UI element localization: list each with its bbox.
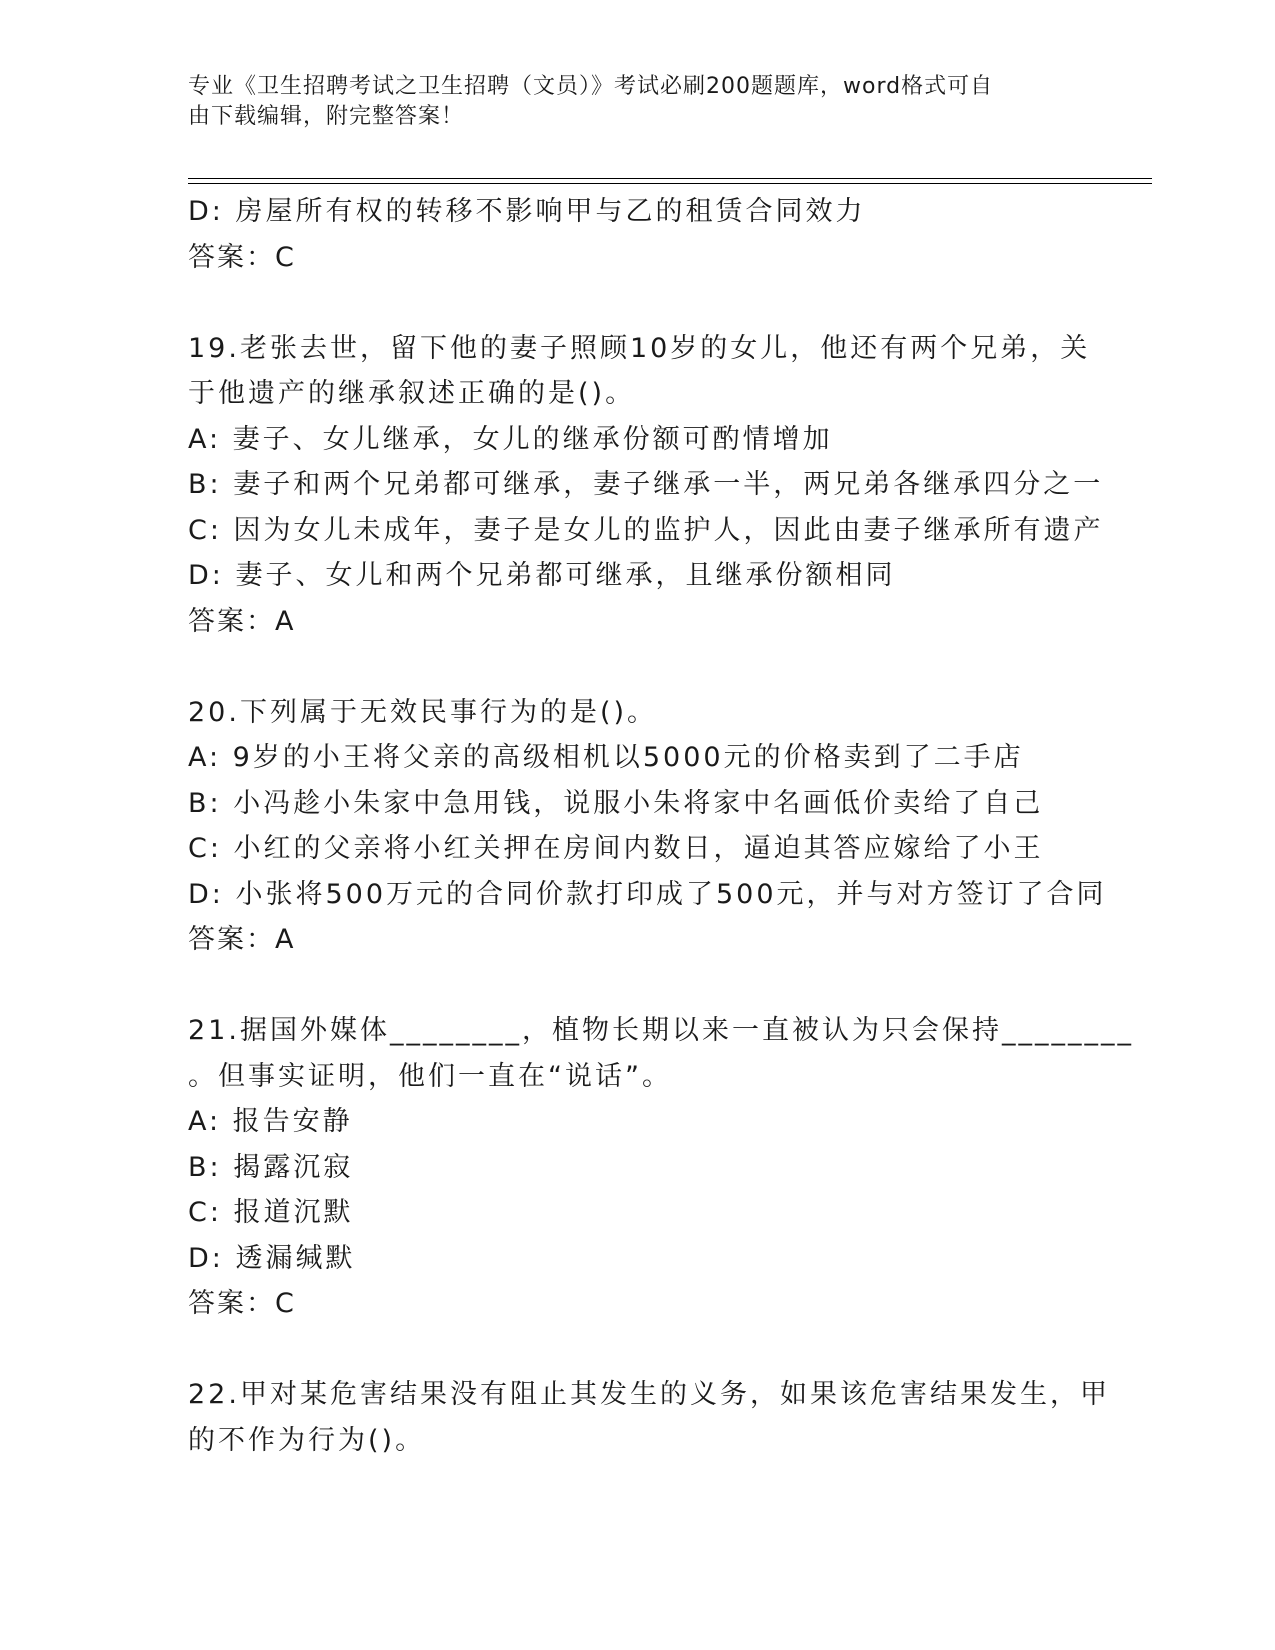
page-header [188, 72, 1068, 132]
question-22 [188, 1372, 1110, 1463]
header-rule-bottom [188, 183, 1152, 184]
question-stem: 19.老张去世，留下他的妻子照顾10岁的女儿，他还有两个兄弟，关 [188, 332, 1091, 364]
question-stem: 。但事实证明，他们一直在“说话”。 [188, 1060, 672, 1092]
option-d: D: 小张将500万元的合同价款打印成了500元，并与对方签订了合同 [188, 878, 1107, 910]
question-19 [188, 326, 1104, 645]
spacer [188, 644, 1088, 690]
option-c: C: 因为女儿未成年，妻子是女儿的监护人，因此由妻子继承所有遗产 [188, 514, 1104, 546]
question-content [188, 189, 1134, 1463]
question-stem: 21.据国外媒体________，植物长期以来一直被认为只会保持________ [188, 1015, 1134, 1046]
spacer [188, 1327, 1088, 1373]
question-stem: 于他遗产的继承叙述正确的是()。 [188, 378, 636, 409]
header-rule-top [188, 178, 1152, 179]
option-b: B: 小冯趁小朱家中急用钱，说服小朱将家中名画低价卖给了自己 [188, 787, 1044, 819]
answer: 答案：A [188, 924, 296, 955]
question-stem: 22.甲对某危害结果没有阻止其发生的义务，如果该危害结果发生，甲 [188, 1379, 1110, 1410]
spacer [188, 280, 1088, 326]
question-stem: 20.下列属于无效民事行为的是()。 [188, 696, 658, 728]
option-d: D: 透漏缄默 [188, 1242, 356, 1274]
option-d: D: 房屋所有权的转移不影响甲与乙的租赁合同效力 [188, 196, 866, 227]
spacer [188, 963, 1088, 1009]
option-a: A: 妻子、女儿继承，女儿的继承份额可酌情增加 [188, 423, 833, 455]
header-line: 专业《卫生招聘考试之卫生招聘（文员）》考试必刷200题题库，word格式可自 [188, 74, 994, 99]
option-b: B: 揭露沉寂 [188, 1151, 354, 1183]
answer: 答案：C [188, 241, 296, 273]
option-c: C: 小红的父亲将小红关押在房间内数日，逼迫其答应嫁给了小王 [188, 833, 1044, 864]
option-d: D: 妻子、女儿和两个兄弟都可继承，且继承份额相同 [188, 560, 896, 591]
option-a: A: 9岁的小王将父亲的高级相机以5000元的价格卖到了二手店 [188, 742, 1024, 773]
option-b: B: 妻子和两个兄弟都可继承，妻子继承一半，两兄弟各继承四分之一 [188, 469, 1104, 500]
answer: 答案：A [188, 605, 296, 637]
answer: 答案：C [188, 1288, 296, 1319]
question-21 [188, 1008, 1134, 1327]
question-stem: 的不作为行为()。 [188, 1424, 426, 1456]
question-20 [188, 690, 1107, 963]
option-a: A: 报告安静 [188, 1106, 353, 1137]
header-line: 由下载编辑，附完整答案！ [188, 104, 465, 129]
option-c: C: 报道沉默 [188, 1197, 354, 1228]
